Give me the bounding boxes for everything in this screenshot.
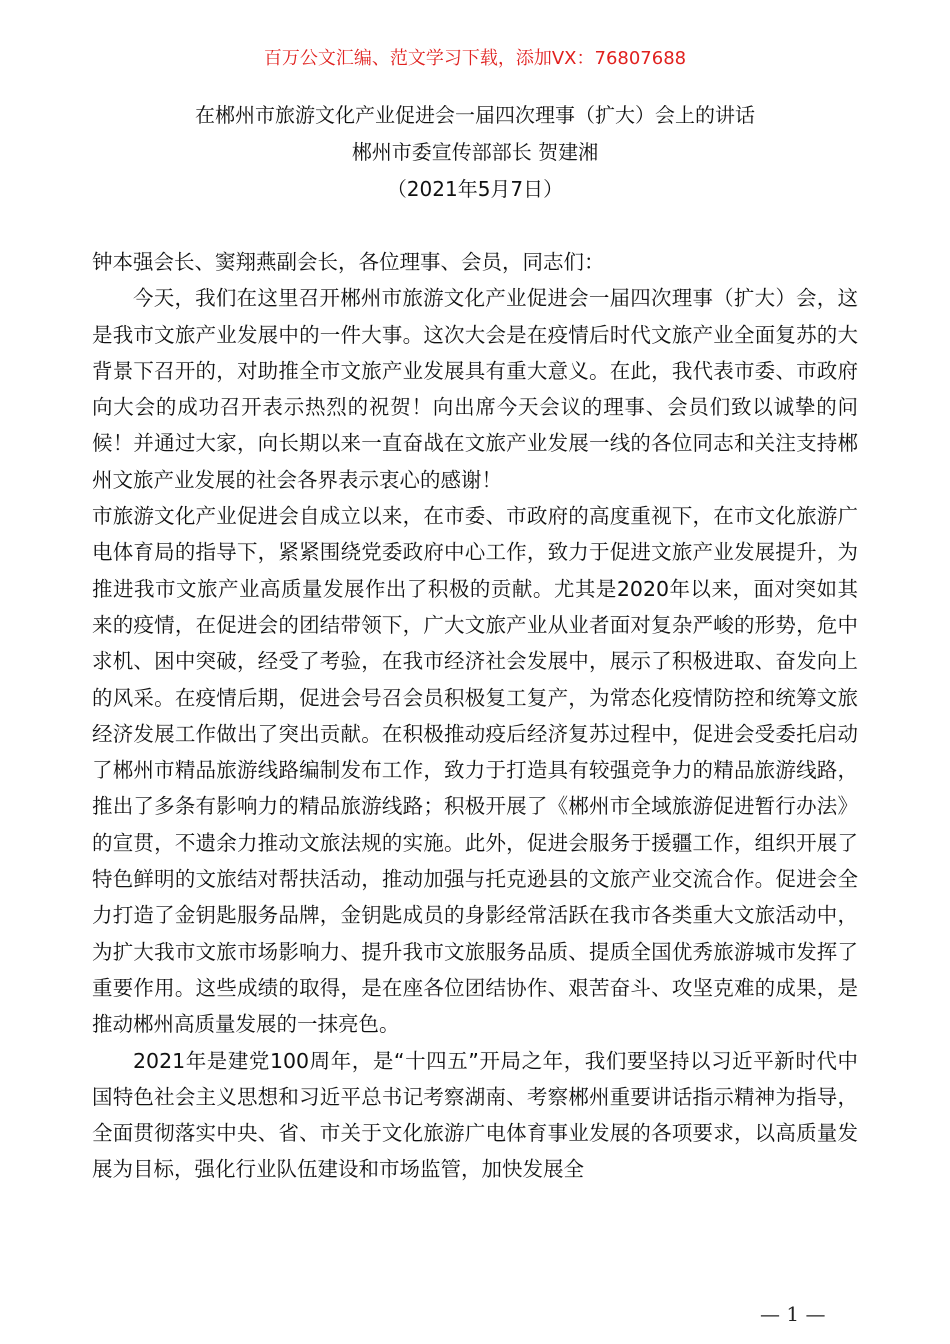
- paragraph-2021-goals: 2021年是建党100周年，是“十四五”开局之年，我们要坚持以习近平新时代中国特色社会主义思想和习近平总书记考察湖南、考察郴州重要讲话指示精神为指导，全面贯彻落实中央、省、市关于文化旅游广电体育事业发展的各项要求，以高质量发展为目标，强化行业队伍建设和市场监管，加快发展全: [92, 1048, 858, 1182]
- speech-date: （2021年5月7日）: [386, 177, 564, 201]
- salutation: 钟本强会长、窦翔燕副会长，各位理事、会员，同志们：: [92, 250, 605, 274]
- page-number: — 1 —: [760, 1302, 826, 1326]
- download-banner: 百万公文汇编、范文学习下载，添加VX：76807688: [263, 48, 687, 69]
- speech-header: [0, 97, 950, 208]
- paragraph-achievements: 市旅游文化产业促进会自成立以来，在市委、市政府的高度重视下，在市文化旅游广电体育局的指导下，紧紧围绕党委政府中心工作，致力于促进文旅产业发展提升，为推进我市文旅产业高质量发展作出了积极的贡献。尤其是2020年以来，面对突如其来的疫情，在促进会的团结带领下，广大文旅产业从业者面对复杂严峻的形势，危中求机、困中突破，经受了考验，在我市经济社会发展中，展示了积极进取、奋发向上的风采。在疫情后期，促进会号召会员积极复工复产，为常态化疫情防控和统筹文旅经济发展工作做出了突出贡献。在积极推动疫后经济复苏过程中，促进会受委托启动了郴州市精品旅游线路编制发布工作，致力于打造具有较强竞争力的精品旅游线路，推出了多条有影响力的精品旅游线路；积极开展了《郴州市全域旅游促进暂行办法》的宣贯，不遗余力推动文旅法规的实施。此外，促进会服务于援疆工作，组织开展了特色鲜明的文旅结对帮扶活动，推动加强与托克逊县的文旅产业交流合作。促进会全力打造了金钥匙服务品牌，金钥匙成员的身影经常活跃在我市各类重大文旅活动中，为扩大我市文旅市场影响力、提升我市文旅服务品质、提质全国优秀旅游城市发挥了重要作用。这些成绩的取得，是在座各位团结协作、艰苦奋斗、攻坚克难的成果，是推动郴州高质量发展的一抹亮色。: [92, 504, 858, 1037]
- speaker-line: 郴州市委宣传部部长 贺建湘: [351, 140, 599, 164]
- paragraph-opening: 今天，我们在这里召开郴州市旅游文化产业促进会一届四次理事（扩大）会，这是我市文旅产业发展中的一件大事。这次大会是在疫情后时代文旅产业全面复苏的大背景下召开的，对助推全市文旅产业发展具有重大意义。在此，我代表市委、市政府向大会的成功召开表示热烈的祝贺！向出席今天会议的理事、会员们致以诚挚的问候！并通过大家，向长期以来一直奋战在文旅产业发展一线的各位同志和关注支持郴州文旅产业发展的社会各界表示衷心的感谢！: [92, 286, 858, 492]
- speech-title: 在郴州市旅游文化产业促进会一届四次理事（扩大）会上的讲话: [195, 103, 755, 127]
- speech-body: [92, 244, 858, 1188]
